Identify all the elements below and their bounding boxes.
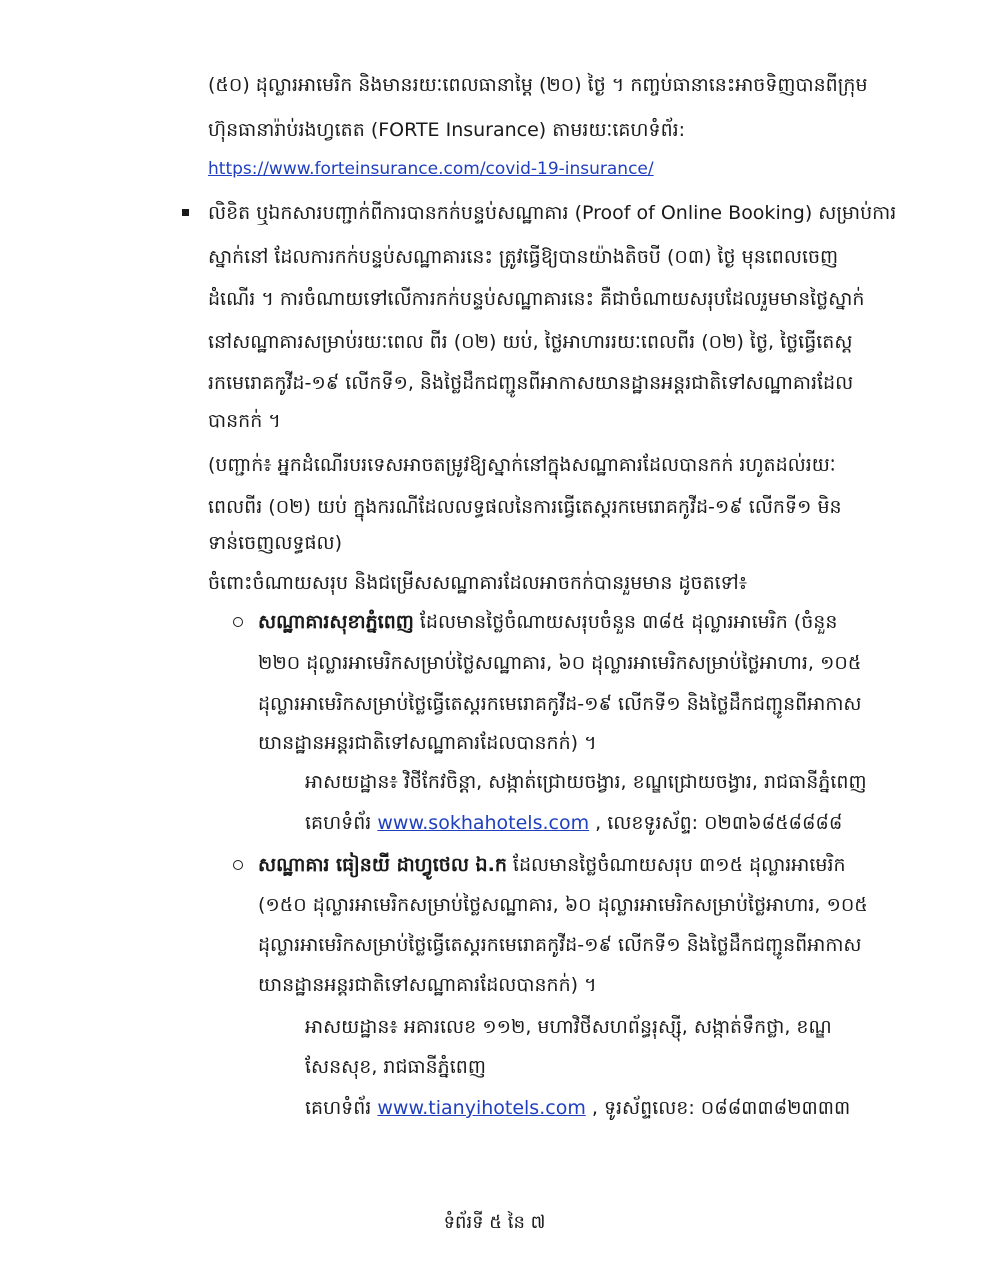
booking-summary: ចំពោះចំណាយសរុប និងជម្រើសសណ្ឋាគារដែលអាចកក់បានរួមមាន ដូចតទៅ៖ xyxy=(208,572,748,594)
hotel1-line-1 xyxy=(258,607,837,637)
bullet-square-icon xyxy=(182,209,189,216)
intro-line-2: ហ៊ុនធានារ៉ាប់រងហ្វតេត (FORTE Insurance) តាមរយៈគេហទំព័រ: xyxy=(208,119,686,141)
hotel1-phone: , លេខទូរស័ព្ទ: ០២៣៦៨៥៨៨៨៨ xyxy=(589,812,843,834)
hotel1-website-label: គេហទំព័រ xyxy=(305,812,378,834)
booking-line-2: ស្នាក់នៅ ដែលការកក់បន្ទប់សណ្ឋាគារនេះ ត្រូវធ្វើឱ្យបានយ៉ាងតិចបី (០៣) ថ្ងៃ មុនពេលចេញ xyxy=(208,246,839,268)
booking-line-6: បានកក់ ។ xyxy=(208,410,281,432)
hotel1-contact xyxy=(305,808,842,838)
booking-line-1: លិខិត ឬឯកសារបញ្ជាក់ពីការបានកក់បន្ទប់សណ្ឋាគារ (Proof of Online Booking) សម្រាប់ការ xyxy=(208,202,897,224)
hotel2-phone: , ទូរស័ព្ទលេខ: ០៨៨៣៣៨២៣៣៣ xyxy=(585,1097,851,1119)
booking-line-5: រកមេរោគកូវីដ-១៩ លើកទី១, និងថ្លៃដឹកជញ្ជូនពីអាកាសយានដ្ឋានអន្តរជាតិទៅសណ្ឋាគារដែល xyxy=(208,372,854,394)
hotel2-line-2: (១៥០ ដុល្លារអាមេរិកសម្រាប់ថ្លៃសណ្ឋាគារ, ៦០ ដុល្លារអាមេរិកសម្រាប់ថ្លៃអាហារ, ១០៥ xyxy=(258,894,868,916)
booking-line-4: នៅសណ្ឋាគារសម្រាប់រយៈពេល ពីរ (០២) យប់, ថ្លៃអាហាររយៈពេលពីរ (០២) ថ្ងៃ, ថ្លៃធ្វើតេស្ត xyxy=(208,331,853,353)
hotel1-website-link[interactable]: www.sokhahotels.com xyxy=(377,812,590,834)
hotel2-website-label: គេហទំព័រ xyxy=(305,1097,378,1119)
hotel1-line-3: ដុល្លារអាមេរិកសម្រាប់ថ្លៃធ្វើតេស្តរកមេរោគកូវីដ-១៩ លើកទី១ និងថ្លៃដឹកជញ្ជូនពីអាកាស xyxy=(258,693,862,715)
hotel2-name: សណ្ឋាគារ ធៀនយី ដាហ្វូថេល ឯ.ក xyxy=(258,854,507,876)
hotel1-name: សណ្ឋាគារសុខាភ្នំពេញ xyxy=(258,611,414,633)
hotel1-address: អាសយដ្ឋាន៖ វិថីកែវចិន្តា, សង្កាត់ជ្រោយចង្វារ, ខណ្ឌជ្រោយចង្វារ, រាជធានីភ្នំពេញ xyxy=(305,771,867,793)
hotel2-website-link[interactable]: www.tianyihotels.com xyxy=(377,1097,586,1119)
page-number: ទំព័រទី ៥ នៃ ៧ xyxy=(443,1212,546,1233)
hotel1-line-4: យានដ្ឋានអន្តរជាតិទៅសណ្ឋាគារដែលបានកក់) ។ xyxy=(258,732,597,754)
intro-line-1: (៥០) ដុល្លារអាមេរិក និងមានរយៈពេលធានាម្ដៃ (២០) ថ្ងៃ ។ កញ្ចប់ធានានេះអាចទិញបានពីក្រុម xyxy=(208,74,868,96)
hotel2-address-line-1: អាសយដ្ឋាន៖ អគារលេខ ១១២, មហាវិថីសហព័ន្ធរុស្ស៊ី, សង្កាត់ទឹកថ្លា, ខណ្ឌ xyxy=(305,1016,832,1038)
hotel1-line-1-rest: ដែលមានថ្លៃចំណាយសរុបចំនួន ៣៨៥ ដុល្លារអាមេរិក (ចំនួន xyxy=(413,611,838,633)
hotel2-line-3: ដុល្លារអាមេរិកសម្រាប់ថ្លៃធ្វើតេស្តរកមេរោគកូវីដ-១៩ លើកទី១ និងថ្លៃដឹកជញ្ជូនពីអាកាស xyxy=(258,934,862,956)
booking-note-line-2: ពេលពីរ (០២) យប់ ក្នុងករណីដែលលទ្ធផលនៃការធ្វើតេស្តរកមេរោគកូវីដ-១៩ លើកទី១ មិន xyxy=(208,496,842,518)
booking-note-line-3: ទាន់ចេញលទ្ធផល) xyxy=(208,532,343,554)
hotel1-line-2: ២២០ ដុល្លារអាមេរិកសម្រាប់ថ្លៃសណ្ឋាគារ, ៦០ ដុល្លារអាមេរិកសម្រាប់ថ្លៃអាហារ, ១០៥ xyxy=(258,652,862,674)
hotel2-line-1-rest: ដែលមានថ្លៃចំណាយសរុប ៣១៥ ដុល្លារអាមេរិក xyxy=(506,854,846,876)
booking-line-3: ដំណើរ ។ ការចំណាយទៅលើការកក់បន្ទប់សណ្ឋាគារនេះ គឺជាចំណាយសរុបដែលរួមមានថ្លៃស្នាក់ xyxy=(208,288,865,310)
bullet-circle-icon xyxy=(233,860,243,870)
booking-note-line-1: (បញ្ជាក់៖ អ្នកដំណើរបរទេសអាចតម្រូវឱ្យស្នាក់នៅក្នុងសណ្ឋាគារដែលបានកក់ រហូតដល់រយៈ xyxy=(208,454,836,476)
hotel2-line-1 xyxy=(258,850,846,880)
hotel2-address-line-2: សែនសុខ, រាជធានីភ្នំពេញ xyxy=(305,1056,486,1078)
hotel2-line-4: យានដ្ឋានអន្តរជាតិទៅសណ្ឋាគារដែលបានកក់) ។ xyxy=(258,974,597,996)
bullet-circle-icon xyxy=(233,617,243,627)
forte-insurance-link[interactable]: https://www.forteinsurance.com/covid-19-insurance/ xyxy=(208,159,654,179)
hotel2-contact xyxy=(305,1093,850,1123)
